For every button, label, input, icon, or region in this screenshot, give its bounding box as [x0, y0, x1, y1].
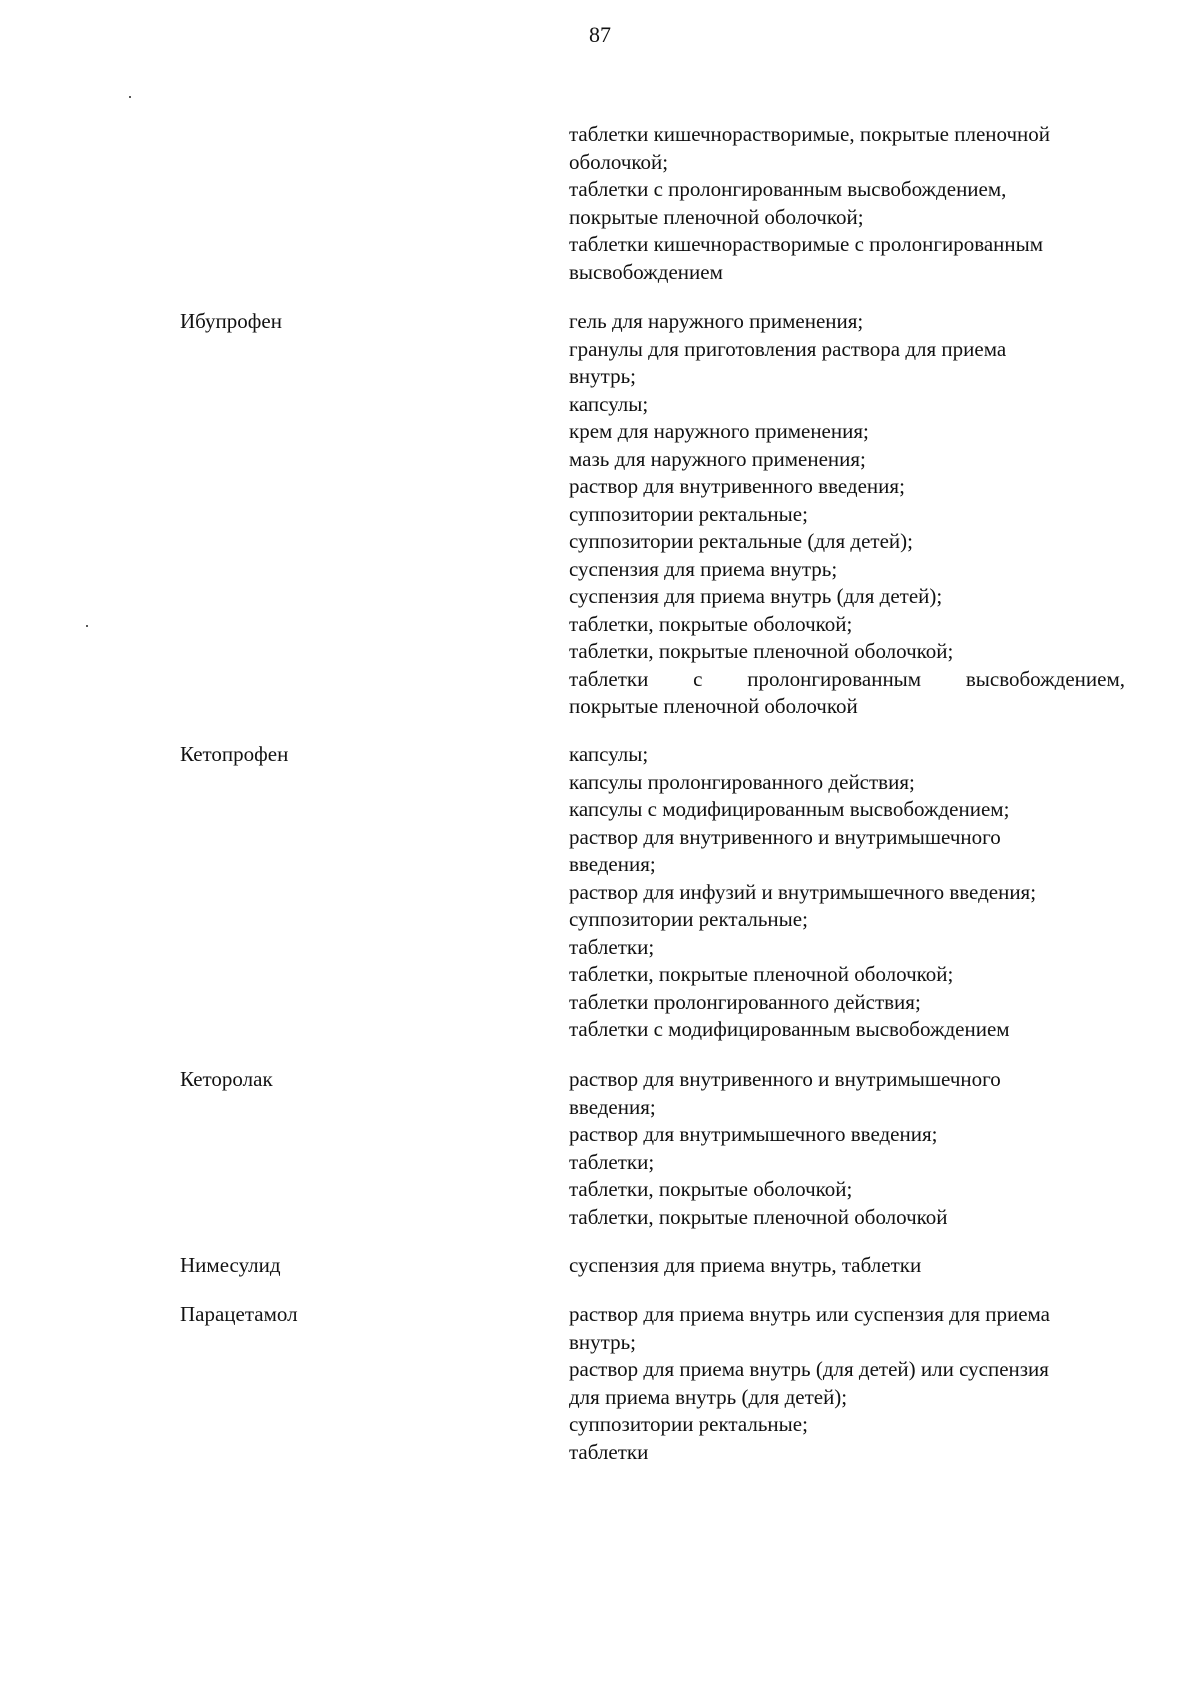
dosage-form-line: гранулы для приготовления раствора для приема — [569, 336, 1007, 361]
dosage-form-line: оболочкой; — [569, 149, 669, 174]
dosage-form-line: капсулы пролонгированного действия; — [569, 769, 915, 794]
dosage-form-line: таблетки кишечнорастворимые, покрытые пленочной — [569, 122, 1051, 146]
dosage-form-line: таблетки — [569, 1439, 649, 1464]
drug-name: Кеторолак — [180, 1067, 273, 1091]
dosage-form-line: таблетки с пролонгированным высвобождением, — [569, 177, 1007, 201]
page-number: 87 — [589, 22, 611, 47]
dosage-form-line: таблетки с пролонгированным высвобождением, — [569, 666, 1125, 691]
dosage-form-line: таблетки, покрытые пленочной оболочкой; — [569, 962, 954, 986]
dosage-form-line: суспензия для приема внутрь, таблетки — [569, 1253, 922, 1277]
dosage-form-line: введения; — [569, 1094, 656, 1119]
dosage-form-line: таблетки, покрытые оболочкой; — [569, 611, 853, 636]
dosage-form-line: суппозитории ректальные (для детей); — [569, 529, 913, 553]
dosage-form-line: раствор для внутримышечного введения; — [569, 1122, 938, 1146]
dosage-form-line: раствор для внутривенного и внутримышечного — [569, 1067, 1001, 1091]
dosage-form-line: раствор для внутривенного введения; — [569, 474, 905, 498]
dosage-form-line: капсулы; — [569, 391, 649, 416]
dosage-form-line: таблетки, покрытые пленочной оболочкой; — [569, 639, 954, 663]
dosage-form-line: раствор для инфузий и внутримышечного введения; — [569, 879, 1037, 904]
dosage-form-line: крем для наружного применения; — [569, 419, 869, 443]
dosage-form-line: раствор для приема внутрь (для детей) или суспензия — [569, 1357, 1049, 1381]
dosage-form-line: суспензия для приема внутрь; — [569, 556, 838, 581]
dosage-form-line: суппозитории ректальные; — [569, 501, 808, 526]
dosage-form-line: раствор для внутривенного и внутримышечного — [569, 824, 1001, 849]
dosage-form-line: раствор для приема внутрь или суспензия для приема — [569, 1302, 1050, 1326]
dosage-form-line: покрытые пленочной оболочкой — [569, 694, 858, 718]
dosage-form-line: внутрь; — [569, 364, 636, 388]
dosage-forms — [569, 1066, 1129, 1231]
dosage-form-line: капсулы; — [569, 742, 649, 766]
dosage-form-line: таблетки, покрытые оболочкой; — [569, 1177, 853, 1201]
dosage-forms — [569, 1252, 1129, 1280]
scan-speck — [129, 96, 131, 98]
dosage-form-line: капсулы с модифицированным высвобождением; — [569, 797, 1010, 821]
drug-name: Кетопрофен — [180, 742, 289, 766]
dosage-form-line: таблетки; — [569, 1149, 655, 1174]
dosage-form-line: покрытые пленочной оболочкой; — [569, 204, 864, 229]
dosage-forms — [569, 1301, 1129, 1466]
dosage-form-line: суппозитории ректальные; — [569, 907, 808, 931]
dosage-form-line: гель для наружного применения; — [569, 309, 864, 333]
dosage-form-line: для приема внутрь (для детей); — [569, 1384, 848, 1409]
dosage-form-line: таблетки с модифицированным высвобождением — [569, 1017, 1010, 1041]
dosage-form-line: таблетки пролонгированного действия; — [569, 989, 921, 1014]
dosage-form-line: суспензия для приема внутрь (для детей); — [569, 584, 943, 608]
dosage-forms — [569, 121, 1129, 286]
drug-name: Парацетамол — [180, 1302, 298, 1326]
drug-name: Нимесулид — [180, 1253, 281, 1277]
dosage-form-line: высвобождением — [569, 259, 723, 284]
dosage-form-line: таблетки кишечнорастворимые с пролонгированным — [569, 232, 1044, 256]
scan-speck — [86, 625, 88, 627]
dosage-forms — [569, 308, 1129, 721]
dosage-form-line: внутрь; — [569, 1329, 636, 1354]
dosage-form-line: таблетки; — [569, 934, 655, 959]
dosage-form-line: суппозитории ректальные; — [569, 1412, 808, 1436]
dosage-form-line: введения; — [569, 852, 656, 876]
drug-name: Ибупрофен — [180, 309, 282, 333]
dosage-form-line: мазь для наружного применения; — [569, 446, 866, 471]
dosage-form-line: таблетки, покрытые пленочной оболочкой — [569, 1204, 948, 1229]
dosage-forms — [569, 741, 1129, 1044]
